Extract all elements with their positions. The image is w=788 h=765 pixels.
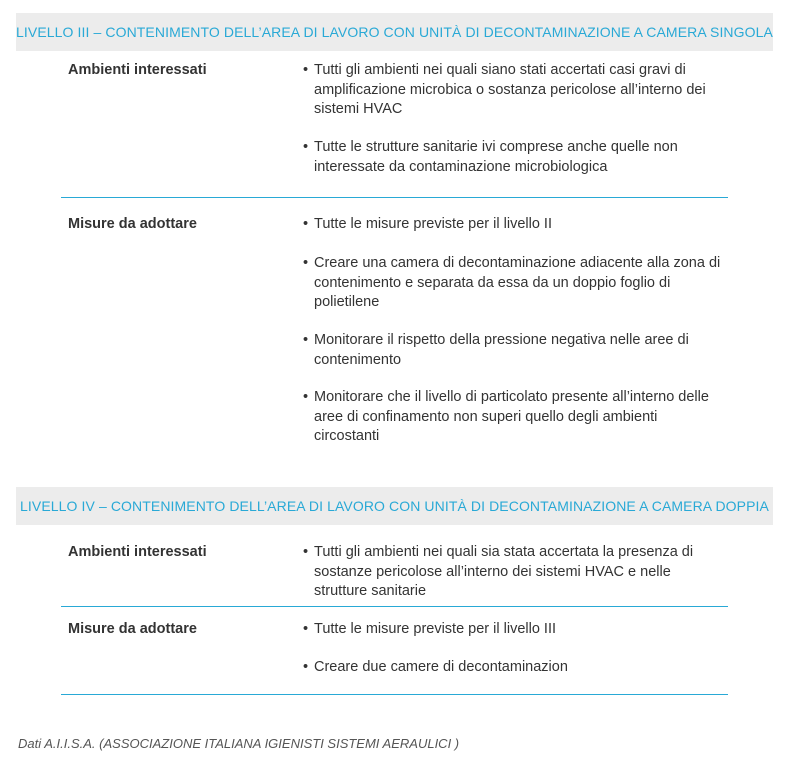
level-3-misure-item	[303, 388, 723, 447]
level-4-misure-item	[303, 658, 723, 678]
bullet-icon: •	[303, 389, 309, 405]
level-3-ambienti-label: Ambienti interessati	[68, 62, 207, 78]
source-caption: Dati A.I.I.S.A. (ASSOCIAZIONE ITALIANA IGIENISTI SISTEMI AERAULICI )	[18, 736, 460, 751]
level-3-misure-item-text: Monitorare che il livello di particolato presente all’interno delle aree di confinamento non superi quello degli ambienti circostanti	[314, 389, 709, 444]
level-4-misure-item-text: Tutte le misure previste per il livello III	[314, 621, 557, 637]
bullet-icon: •	[303, 62, 309, 78]
bullet-icon: •	[303, 621, 309, 637]
level-3-ambienti-item-text: Tutti gli ambienti nei quali siano stati accertati casi gravi di amplificazione microbica o sostanza pericolose all’interno dei sistemi HVAC	[314, 62, 706, 117]
bullet-icon: •	[303, 255, 309, 271]
bullet-icon: •	[303, 139, 309, 155]
level-4-misure-label: Misure da adottare	[68, 621, 197, 637]
section-divider	[61, 197, 728, 198]
level-3-misure-item	[303, 215, 723, 235]
level-4-ambienti-item	[303, 543, 723, 602]
level-3-misure-label: Misure da adottare	[68, 216, 197, 232]
level-3-misure-item-text: Monitorare il rispetto della pressione negativa nelle aree di contenimento	[314, 332, 689, 368]
level-3-misure-item	[303, 254, 723, 313]
level-3-misure-item-text: Creare una camera di decontaminazione adiacente alla zona di contenimento e separata da essa da un doppio foglio di polietilene	[314, 255, 721, 310]
level-3-header: LIVELLO III – CONTENIMENTO DELL’AREA DI LAVORO CON UNITÀ DI DECONTAMINAZIONE A CAMERA SINGOLA	[16, 13, 773, 51]
bullet-icon: •	[303, 659, 309, 675]
level-3-ambienti-item	[303, 138, 723, 177]
bullet-icon: •	[303, 332, 309, 348]
level-3-misure-item	[303, 331, 723, 370]
level-4-misure-item	[303, 620, 723, 640]
level-4-ambienti-label: Ambienti interessati	[68, 544, 207, 560]
level-4-ambienti-item-text: Tutti gli ambienti nei quali sia stata accertata la presenza di sostanze pericolose all’interno dei sistemi HVAC e nelle strutture sanitarie	[314, 544, 694, 599]
bullet-icon: •	[303, 216, 309, 232]
level-4-header: LIVELLO IV – CONTENIMENTO DELL’AREA DI LAVORO CON UNITÀ DI DECONTAMINAZIONE A CAMERA DOPPIA	[16, 487, 773, 525]
level-3-ambienti-item	[303, 61, 723, 120]
section-divider	[61, 694, 728, 695]
level-3-ambienti-item-text: Tutte le strutture sanitarie ivi comprese anche quelle non interessate da contaminazione microbiologica	[314, 139, 678, 175]
bullet-icon: •	[303, 544, 309, 560]
level-4-misure-item-text: Creare due camere di decontaminazion	[314, 659, 568, 675]
section-divider	[61, 606, 728, 607]
level-3-misure-item-text: Tutte le misure previste per il livello II	[314, 216, 552, 232]
